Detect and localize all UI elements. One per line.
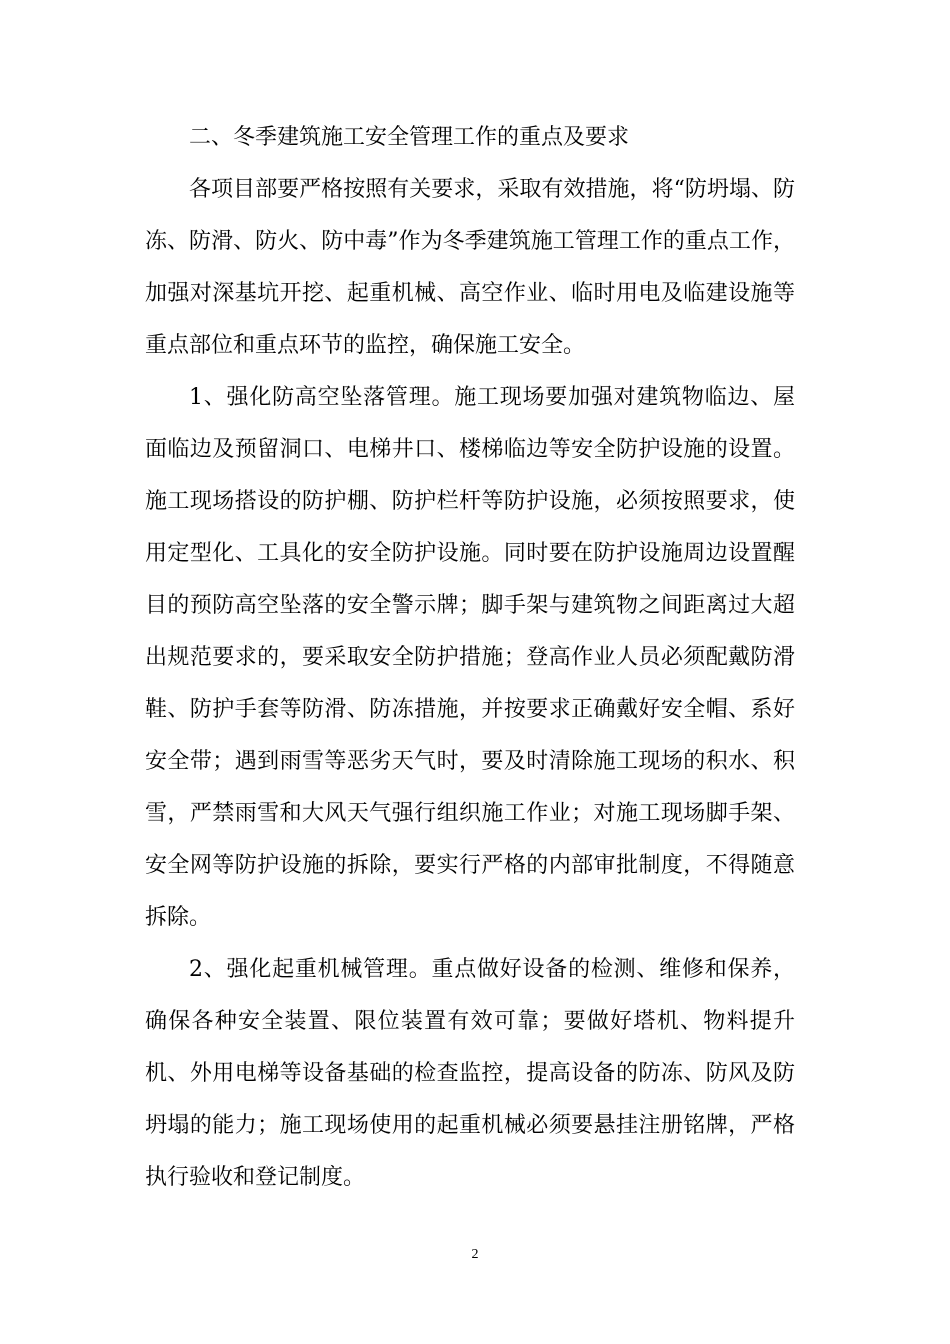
paragraph-lifting-machinery: 2、强化起重机械管理。重点做好设备的检测、维修和保养，确保各种安全装置、限位装置有效可靠；要做好塔机、物料提升机、外用电梯等设备基础的检查监控，提高设备的防冻、防风及防坍塌的能力；施工现场使用的起重机械必须要悬挂注册铭牌，严格执行验收和登记制度。 [145,957,795,1190]
paragraph-intro: 各项目部要严格按照有关要求，采取有效措施，将“防坍塌、防冻、防滑、防火、防中毒”作为冬季建筑施工管理工作的重点工作，加强对深基坑开挖、起重机械、高空作业、临时用电及临建设施等重点部位和重点环节的监控，确保施工安全。 [145,177,795,358]
section-heading: 二、冬季建筑施工安全管理工作的重点及要求 [189,125,630,150]
paragraph-fall-protection: 1、强化防高空坠落管理。施工现场要加强对建筑物临边、屋面临边及预留洞口、电梯井口、楼梯临边等安全防护设施的设置。施工现场搭设的防护棚、防护栏杆等防护设施，必须按照要求，使用定型化、工具化的安全防护设施。同时要在防护设施周边设置醒目的预防高空坠落的安全警示牌；脚手架与建筑物之间距离过大超出规范要求的，要采取安全防护措施；登高作业人员必须配戴防滑鞋、防护手套等防滑、防冻措施，并按要求正确戴好安全帽、系好安全带；遇到雨雪等恶劣天气时，要及时清除施工现场的积水、积雪，严禁雨雪和大风天气强行组织施工作业；对施工现场脚手架、安全网等防护设施的拆除，要实行严格的内部审批制度，不得随意拆除。 [145,385,795,930]
page-number: 2 [471,1247,479,1262]
document-body [145,112,795,1204]
